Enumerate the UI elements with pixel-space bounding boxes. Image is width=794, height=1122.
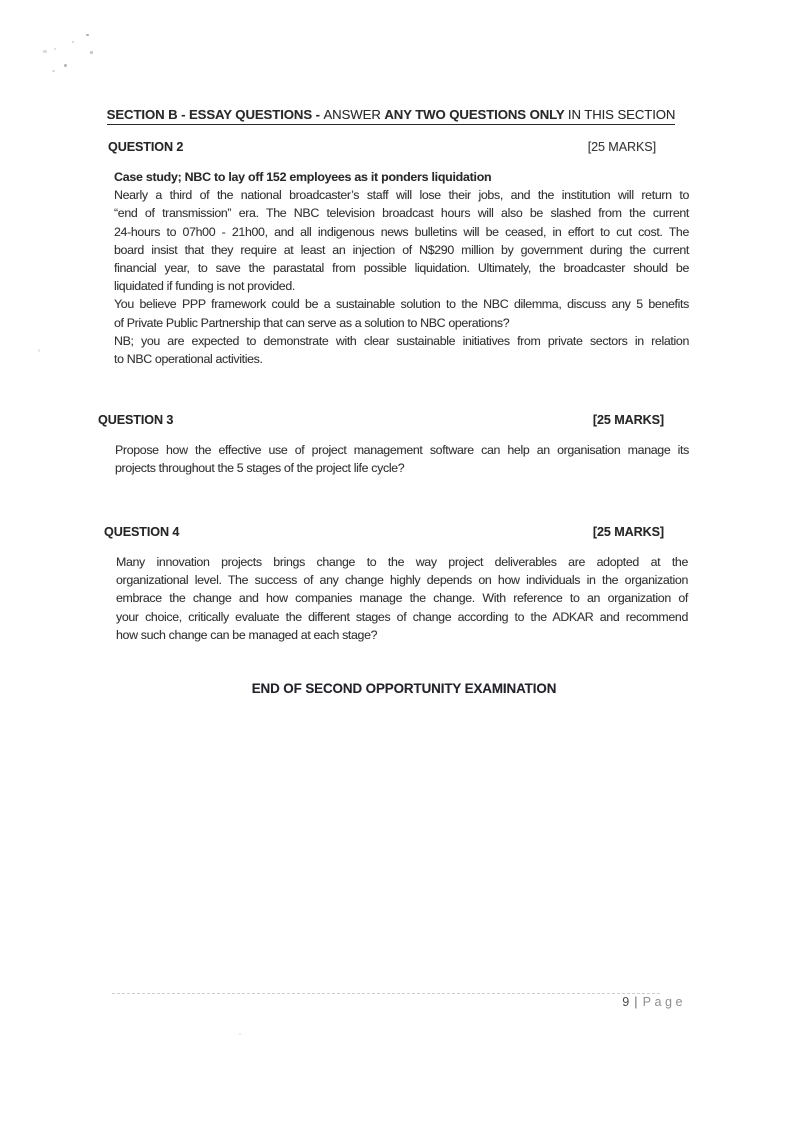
body-line: of Private Public Partnership that can serve as a solution to NBC operations? xyxy=(114,315,510,330)
question-label: QUESTION 4 xyxy=(104,525,180,539)
body-line: Propose how the effective use of project management software can help an organisation manage its xyxy=(115,443,689,457)
body-line: to NBC operational activities. xyxy=(114,352,263,367)
footer-separator: | xyxy=(634,995,638,1009)
scan-speck xyxy=(38,349,40,352)
question-4-header xyxy=(104,525,664,539)
body-line: organizational level. The success of any change highly depends on how individuals in the organization xyxy=(116,573,688,588)
scan-speck xyxy=(239,1033,241,1035)
marks-label: [25 MARKS] xyxy=(587,140,656,154)
body-line: Nearly a third of the national broadcaster’s staff will lose their jobs, and the institution will return to xyxy=(114,188,689,203)
scan-speck xyxy=(54,48,56,50)
body-line: financial year, to save the parastatal from possible liquidation. Ultimately, the broadcaster should be xyxy=(114,261,689,276)
case-study-title: Case study; NBC to lay off 152 employees as it ponders liquidation xyxy=(114,170,492,184)
scan-speck xyxy=(64,64,67,67)
page-number: 9 xyxy=(622,995,630,1009)
body-line: embrace the change and how companies manage the change. With reference to an organization of xyxy=(116,591,688,606)
page-footer xyxy=(622,995,686,1009)
question-3-header xyxy=(98,413,664,427)
heading-segment-regular: ANSWER xyxy=(323,107,385,122)
heading-segment-bold: ANY TWO QUESTIONS ONLY xyxy=(384,107,568,122)
marks-label: [25 MARKS] xyxy=(592,525,664,539)
scan-speck xyxy=(43,50,47,53)
body-line: You believe PPP framework could be a sustainable solution to the NBC dilemma, discuss any 5 benefits xyxy=(114,297,689,312)
scan-speck xyxy=(52,70,55,72)
body-line: 24-hours to 07h00 - 21h00, and all indigenous news bulletins will be ceased, in effort to cut cost. The xyxy=(114,224,689,239)
end-of-exam-note: END OF SECOND OPPORTUNITY EXAMINATION xyxy=(251,681,557,696)
question-2-header xyxy=(108,140,656,154)
body-line: your choice, critically evaluate the different stages of change according to the ADKAR and recommend xyxy=(116,609,688,624)
body-line: liquidated if funding is not provided. xyxy=(114,279,295,294)
section-b-heading xyxy=(0,107,788,125)
question-4-body xyxy=(116,553,688,644)
body-line: board insist that they require at least an injection of N$290 million by government during the current xyxy=(114,242,689,257)
heading-segment-bold: SECTION B - ESSAY QUESTIONS - xyxy=(106,107,324,122)
marks-label: [25 MARKS] xyxy=(592,413,664,427)
scan-artifact-line xyxy=(112,993,660,994)
scan-speck xyxy=(90,51,93,54)
body-line: “end of transmission” era. The NBC television broadcast hours will also be slashed from the current xyxy=(114,206,689,221)
question-label: QUESTION 3 xyxy=(98,413,174,427)
question-3-body xyxy=(115,441,689,477)
question-label: QUESTION 2 xyxy=(108,140,184,154)
body-line: how such change can be managed at each stage? xyxy=(116,627,378,642)
question-2-body xyxy=(114,168,689,368)
body-line: NB; you are expected to demonstrate with clear sustainable initiatives from private sectors in relation xyxy=(114,333,689,348)
footer-page-label: Page xyxy=(642,995,686,1009)
heading-segment-regular: IN THIS SECTION xyxy=(567,107,676,122)
body-line: Many innovation projects brings change to the way project deliverables are adopted at the xyxy=(116,555,688,569)
scan-speck xyxy=(86,34,89,36)
body-line: projects throughout the 5 stages of the project life cycle? xyxy=(115,461,405,476)
section-b-heading-text xyxy=(107,107,676,125)
scan-speck xyxy=(72,41,74,43)
